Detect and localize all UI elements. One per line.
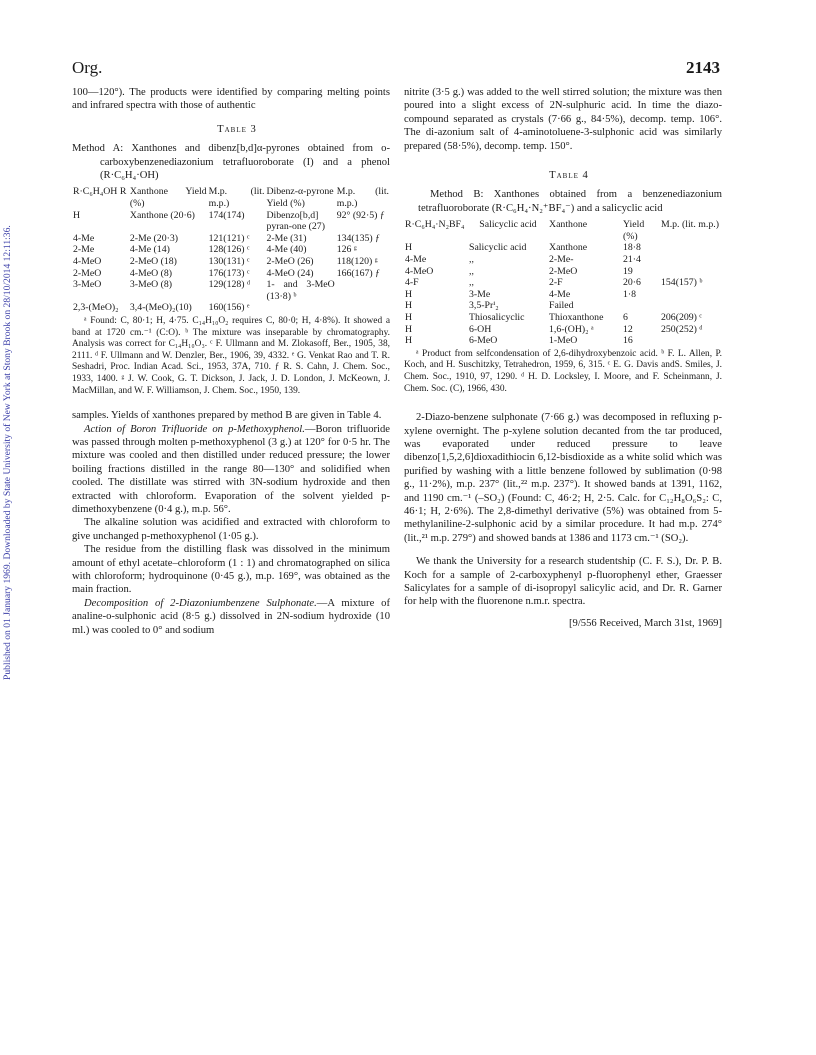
- table-cell: 2-MeO: [549, 265, 578, 277]
- table3-header-cell: M.p. (lit. m.p.): [208, 186, 265, 210]
- table3-description: Method A: Xanthones and dibenz[b,d]α-pyrones obtained from o-carboxybenzenediazonium tetrafluoroborate (I) and a phenol (R·C₆H₄·OH): [72, 143, 390, 182]
- table-cell: H: [405, 312, 413, 323]
- table-row: [72, 268, 390, 280]
- table-cell: ,,: [469, 254, 474, 266]
- table-row: [72, 244, 390, 256]
- table-cell: 4-Me: [405, 254, 427, 266]
- table-cell: 2-Me (31): [266, 232, 307, 244]
- decomposition-paragraph: [72, 597, 390, 637]
- residue-paragraph: The residue from the distilling flask was dissolved in the minimum amount of ethyl acetate–chloroform (1 : 1) and chromatographed on silica with chloroform; hydroquinone (0·45 g.), m.p. 169°, was obtained as the main fraction.: [72, 544, 390, 596]
- table-cell: 174(174): [208, 209, 245, 221]
- table4-header-cell: R·C₆H₄·N₂BF₄: [405, 219, 465, 231]
- page-number: 2143: [686, 58, 720, 77]
- table-cell: Xanthone (20·6): [129, 209, 195, 221]
- table3-header-cell: M.p. (lit. m.p.): [336, 186, 389, 210]
- table4-caption: Table 4: [549, 170, 589, 182]
- table-row: [72, 256, 390, 268]
- journal-section-header: Org.: [72, 58, 103, 77]
- table-cell: 4-F: [405, 277, 419, 289]
- table-cell: 1- and 3-MeO (13·8) ᵇ: [266, 279, 335, 302]
- table-cell: 4-Me (40): [266, 244, 307, 256]
- table-cell: 2-F: [549, 277, 563, 289]
- table-cell: 4-MeO: [405, 265, 434, 277]
- table-cell: 4-MeO (8): [129, 267, 173, 279]
- table-cell: 134(135) ƒ: [336, 232, 380, 244]
- table-cell: 1-MeO: [549, 335, 578, 347]
- table-cell: 126 ᵍ: [336, 244, 357, 256]
- table-row: [404, 312, 722, 324]
- table-cell: 6: [623, 312, 628, 323]
- table-cell: Dibenzo[b,d] pyran-one (27): [266, 209, 325, 233]
- table4-footnotes: ᵃ Product from selfcondensation of 2,6-dihydroxybenzoic acid. ᵇ F. L. Allen, P. Koch, and H. Suschitzky, Tetrahedron, 1959, 6, 315. ᶜ E. G. Davis andS. Smiles, J. Chem. Soc., 1910, 97, 1290. ᵈ H. D. Locksley, I. Moore, and F. Scheinmann, J. Chem. Soc. (C), 1966, 430.: [404, 348, 722, 394]
- table-cell: 1,6-(OH)₂ ᵃ: [549, 323, 594, 335]
- table-row: [72, 233, 390, 245]
- boron-paragraph: [72, 423, 390, 517]
- download-notice-sidebar: [2, 160, 16, 680]
- table-cell: 176(173) ᶜ: [208, 267, 250, 279]
- decomposition-heading: Decomposition of 2-Diazoniumbenzene Sulphonate.: [84, 597, 317, 609]
- table-cell: 3-MeO (8): [129, 279, 173, 291]
- table-cell: H: [405, 242, 413, 254]
- intro-paragraph: 100—120°). The products were identified by comparing melting points and infrared spectra with those of authentic: [72, 87, 390, 112]
- table-cell: 20·6: [623, 277, 641, 289]
- table3: [72, 186, 390, 314]
- left-column: [72, 86, 390, 637]
- alkaline-paragraph: The alkaline solution was acidified and extracted with chloroform to give unchanged p-methoxyphenol (1·05 g.).: [72, 517, 390, 542]
- table-cell: Thiosalicyclic: [469, 312, 525, 323]
- table-cell: 6-MeO: [469, 335, 498, 347]
- table-cell: [660, 300, 722, 312]
- table-row: [404, 300, 722, 312]
- table4-header-cell: Yield (%): [623, 219, 645, 242]
- table-row: [404, 324, 722, 336]
- table-cell: 12: [623, 323, 633, 335]
- table4-header-cell: M.p. (lit. m.p.): [661, 219, 719, 231]
- table4: [404, 219, 722, 347]
- table3-header-cell: Xanthone Yield (%): [129, 186, 207, 210]
- table-row: [404, 254, 722, 266]
- nitrite-paragraph: nitrite (3·5 g.) was added to the well stirred solution; the mixture was then poured into a slight excess of 2N-sulphuric acid. In time the diazo-compound separated as crystals (7·66 g., 84·5%), decomp. temp. 106°. The di-azonium salt of 4-aminotoluene-3-sulphonic acid was similarly prepared (58·5%), decomp. temp. 150°.: [404, 87, 722, 152]
- table-cell: 4-Me (14): [129, 244, 170, 256]
- table3-header-cell: Dibenz-α-pyrone Yield (%): [266, 186, 334, 210]
- table-cell: [660, 242, 722, 254]
- table-cell: 21·4: [623, 254, 641, 266]
- table-cell: 16: [623, 335, 633, 347]
- table-cell: [622, 300, 660, 312]
- table-cell: H: [405, 323, 413, 335]
- table-cell: ,,: [469, 265, 474, 277]
- table-cell: [660, 289, 722, 301]
- samples-paragraph: samples. Yields of xanthones prepared by method B are given in Table 4.: [72, 410, 382, 422]
- table-row: [404, 277, 722, 289]
- decomposition-body: —A mixture of analine-o-sulphonic acid (8·5 g.) dissolved in 2N-sodium hydroxide (10 ml.) was cooled to 0° and sodium: [72, 597, 390, 636]
- table3-header-cell: R·C₆H₄OH R: [73, 186, 127, 198]
- table-cell: 130(131) ᶜ: [208, 256, 250, 267]
- table-cell: [660, 266, 722, 278]
- table-cell: 2-Me-: [549, 254, 574, 266]
- table-cell: 4-MeO: [73, 256, 102, 267]
- table-cell: [660, 335, 722, 347]
- table-cell: 19: [623, 265, 633, 277]
- table4-header-cell: Salicyclic acid: [479, 219, 537, 231]
- table-cell: H: [405, 335, 413, 347]
- table-row: [404, 242, 722, 254]
- table4-header-cell: Xanthone: [549, 219, 588, 231]
- table-cell: [336, 279, 390, 302]
- table-cell: 2,3-(MeO)₂: [73, 302, 119, 314]
- table-cell: 250(252) ᵈ: [661, 323, 703, 335]
- table-cell: Thioxanthone: [549, 312, 604, 323]
- table-cell: 4-Me: [549, 288, 571, 300]
- table-cell: H: [405, 300, 413, 312]
- table-cell: 2-MeO (18): [129, 256, 177, 267]
- table-cell: [660, 254, 722, 266]
- table-cell: 121(121) ᶜ: [208, 232, 250, 244]
- diazo-paragraph: 2-Diazo-benzene sulphonate (7·66 g.) was decomposed in refluxing p-xylene overnight. The p-xylene solution decanted from the tar produced, was evaporated under reduced pressure to leave dibenzo[1,5,2,6]dioxadithiocin 6,12-bisdioxide as a white solid which was purified by washing with a little benzene followed by sublimation (0·98 g., 11·2%), m.p. 237° (lit.,²² m.p. 237°). It showed bands at 1391, 1162, and 1190 cm.⁻¹ (–SO₂) (Found: C, 46·2; H, 2·5. Calc. for C₁₂H₈O₆S₂: C, 46·1; H, 2·6%). The 2,8-dimethyl derivative (5%) was obtained from 5-methylaniline-2-sulphonic acid by a similar procedure. It had m.p. 274° (lit.,²¹ m.p. 279°) and showed bands at 1386 and 1173 cm.⁻¹ (SO₂).: [404, 412, 722, 544]
- table-cell: [265, 302, 335, 314]
- table3-footnotes: ᵃ Found: C, 80·1; H, 4·75. C₁₄H₁₀O₂ requires C, 80·0; H, 4·8%). It showed a band at 1720 cm.⁻¹ (C:O). ᵇ The mixture was inseparable by chromatography. Analysis was correct for C₁₄H₁₀O₃. ᶜ F. Ullmann and M. Zlokasoff, Ber., 1905, 38, 2111. ᵈ F. Ullmann and W. Denzler, Ber., 1906, 39, 4332. ᵉ G. Venkat Rao and T. R. Seshadri, Proc. Indian Acad. Sci., 1953, 37A, 710. ƒ R. S. Cahn, J. Chem. Soc., 1933, 1400. ᵍ J. W. Cook, G. T. Dickson, J. Jack, J. D. London, J. McKeown, J. MacMillan, and W. F. Williamson, J. Chem. Soc., 1950, 139.: [72, 315, 390, 396]
- table3-caption: Table 3: [217, 123, 257, 135]
- table-cell: 92° (92·5) ƒ: [336, 209, 385, 221]
- table-cell: 118(120) ᵍ: [336, 256, 378, 267]
- table-cell: 3-MeO: [73, 279, 102, 291]
- table-cell: 3,5-Prⁱ₂: [469, 300, 499, 312]
- table-cell: 3-Me: [469, 288, 491, 300]
- acknowledgements-paragraph: We thank the University for a research studentship (C. F. S.), Dr. P. B. Koch for a sample of 2-carboxyphenyl p-fluorophenyl ether, Graesser Salicylates for a sample of di-isopropyl salicylic acid, and Dr. R. Garner for help with the fluorenone n.m.r. spectra.: [404, 556, 722, 608]
- table-cell: 129(128) ᵈ: [208, 279, 251, 291]
- table-cell: Xanthone: [549, 242, 588, 254]
- table-cell: 160(156) ᵉ: [208, 302, 250, 314]
- table-cell: [336, 302, 390, 314]
- table-cell: 154(157) ᵇ: [661, 277, 703, 289]
- table-cell: 18·8: [623, 242, 641, 254]
- table-row: [404, 289, 722, 301]
- table-cell: 6-OH: [469, 323, 492, 335]
- table4-header-row: [404, 219, 722, 242]
- table-cell: 4-MeO (24): [266, 267, 314, 279]
- table-cell: Salicyclic acid: [469, 242, 527, 254]
- boron-body: —Boron trifluoride was passed through molten p-methoxyphenol (3 g.) at 120° for 0·5 hr. The mixture was cooled and then distilled under reduced pressure; the lower boiling fractions distilled in the range 80—130° and solidified when cooled. The distillate was stirred with 3N-sodium hydroxide and then extracted with chloroform. Evaporation of the solvent yielded p-dimethoxybenzene (0·4 g.), m.p. 56°.: [72, 423, 390, 515]
- table-cell: H: [405, 288, 413, 300]
- table-cell: H: [73, 209, 81, 221]
- table-cell: 4-Me: [73, 232, 95, 244]
- received-date: [9/556 Received, March 31st, 1969]: [569, 617, 722, 629]
- table-cell: 128(126) ᶜ: [208, 244, 250, 256]
- table-row: [404, 266, 722, 278]
- table-cell: 206(209) ᶜ: [661, 312, 702, 323]
- table-row: [72, 302, 390, 314]
- table-cell: ,,: [469, 277, 474, 289]
- table-cell: 2-Me: [73, 244, 95, 256]
- table-cell: 2-MeO (26): [266, 256, 314, 267]
- table-cell: 166(167) ƒ: [336, 267, 380, 279]
- download-notice-text: Published on 01 January 1969. Downloaded by State University of New York at Stony Brook on 28/10/2014 12:11:36.: [2, 225, 13, 680]
- boron-heading: Action of Boron Trifluoride on p-Methoxyphenol.: [84, 423, 305, 435]
- table-cell: 3,4-(MeO)₂(10): [129, 302, 192, 314]
- right-column: [404, 86, 722, 630]
- table-cell: 2-Me (20·3): [129, 232, 179, 244]
- table-row: [72, 210, 390, 233]
- table4-description: Method B: Xanthones obtained from a benzenediazonium tetrafluoroborate (R·C₆H₄·N₂⁺BF₄⁻) and a salicyclic acid: [418, 189, 722, 214]
- table-cell: 2-MeO: [73, 267, 102, 279]
- table-cell: 1·8: [623, 288, 637, 300]
- table-cell: Failed: [549, 300, 574, 312]
- table-row: [404, 335, 722, 347]
- table3-header-row: [72, 186, 390, 209]
- table-row: [72, 279, 390, 302]
